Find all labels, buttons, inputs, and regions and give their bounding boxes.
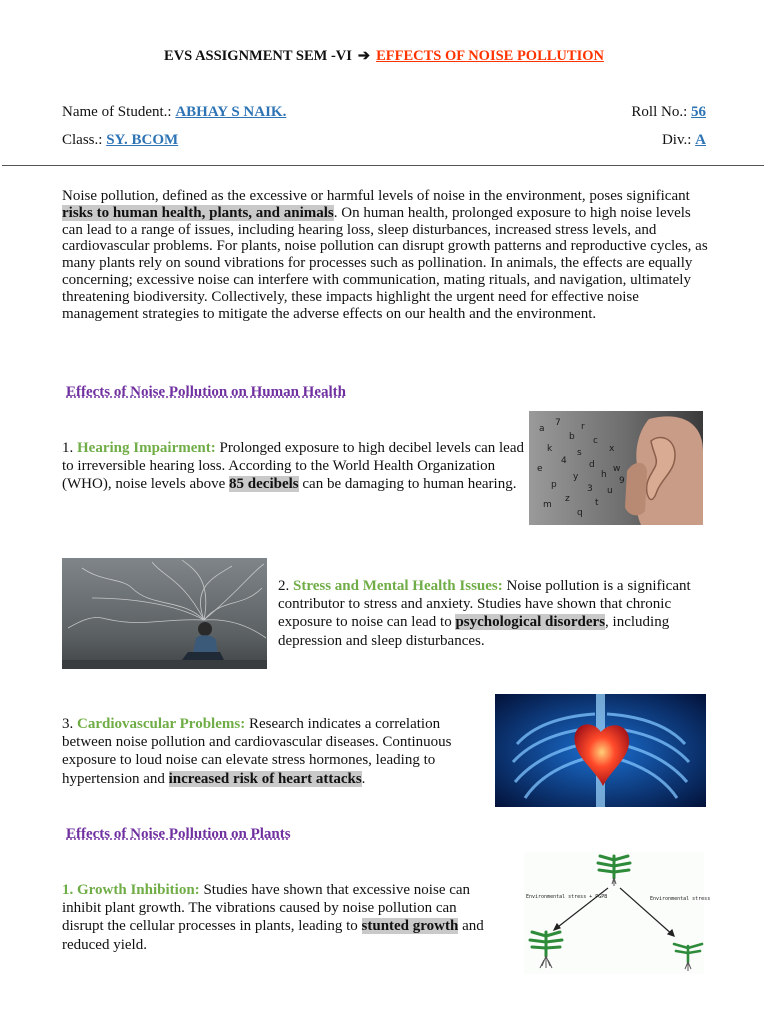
svg-text:r: r <box>581 422 585 432</box>
diagram-left-label: Environmental stress + PGPB <box>526 894 608 900</box>
svg-text:a: a <box>539 424 545 434</box>
svg-text:d: d <box>589 460 595 470</box>
class-value[interactable]: SY. BCOM <box>106 132 179 148</box>
item-highlight: increased risk of heart attacks <box>168 770 362 787</box>
svg-text:y: y <box>573 472 579 482</box>
item-highlight: stunted growth <box>361 918 459 935</box>
item-text-2: can be damaging to human hearing. <box>298 476 517 493</box>
item-number: 1. <box>62 440 77 456</box>
svg-text:q: q <box>577 508 583 518</box>
svg-text:p: p <box>551 480 557 490</box>
item-text-1: Noise pollution is a significant contributor to stress and anxiety. Studies have shown that chronic exposure to noise can lead to <box>278 578 691 631</box>
svg-text:x: x <box>609 444 615 454</box>
svg-text:3: 3 <box>587 484 593 494</box>
growth-inhibition-item <box>62 881 502 954</box>
svg-text:m: m <box>543 500 552 510</box>
item-title: Cardiovascular Problems: <box>77 716 246 732</box>
diagram-right-label: Environmental stress <box>650 896 711 902</box>
item-highlight: psychological disorders <box>455 614 606 631</box>
heading-human-health: Effects of Noise Pollution on Human Health <box>66 384 346 400</box>
hearing-impairment-item <box>62 439 524 494</box>
title-prefix: EVS ASSIGNMENT SEM -VI <box>164 48 352 64</box>
item-text-1: Research indicates a correlation between noise pollution and cardiovascular diseases. Continuous exposure to loud noise can elevate stress hormones, leading to hypertension and <box>62 716 452 787</box>
item-title: 1. Growth Inhibition: <box>62 882 200 898</box>
class-label: Class.: <box>62 132 103 148</box>
plant-stress-diagram <box>524 852 711 974</box>
item-text-2: , including depression and sleep disturbances. <box>278 614 670 649</box>
class-row <box>62 132 178 149</box>
roll-value[interactable]: 56 <box>691 104 706 120</box>
svg-text:u: u <box>607 486 613 496</box>
roll-label: Roll No.: <box>631 104 688 120</box>
header-divider <box>2 165 764 166</box>
item-number: 2. <box>278 578 293 594</box>
item-text-1: Studies have shown that excessive noise can inhibit plant growth. The vibrations caused by noise pollution can disrupt the cellular processes in plants, leading to <box>62 882 471 935</box>
item-title: Stress and Mental Health Issues: <box>293 578 503 594</box>
item-text-1: Prolonged exposure to high decibel levels can lead to irreversible hearing loss. According to the World Health Organization (WHO), noise levels above <box>62 440 524 493</box>
svg-text:t: t <box>595 498 599 508</box>
item-text-2: . <box>361 770 366 787</box>
intro-text-1: Noise pollution, defined as the excessive or harmful levels of noise in the environment, poses significant <box>62 188 690 204</box>
student-name-row <box>62 104 286 121</box>
svg-text:z: z <box>565 494 570 504</box>
svg-text:b: b <box>569 432 575 442</box>
item-title: Hearing Impairment: <box>77 440 216 456</box>
svg-text:h: h <box>601 470 607 480</box>
svg-text:e: e <box>537 464 543 474</box>
div-row <box>662 132 706 149</box>
ear-listening-image <box>529 411 703 525</box>
stress-mental-health-item <box>278 577 708 650</box>
svg-text:4: 4 <box>561 456 567 466</box>
roll-row <box>631 104 706 121</box>
svg-text:k: k <box>547 444 553 454</box>
svg-text:7: 7 <box>555 418 561 428</box>
name-label: Name of Student.: <box>62 104 172 120</box>
title-topic: EFFECTS OF NOISE POLLUTION <box>376 48 604 64</box>
svg-text:w: w <box>613 464 621 474</box>
intro-paragraph <box>62 188 710 322</box>
stressed-person-image <box>62 558 267 669</box>
item-number: 3. <box>62 716 77 732</box>
div-value[interactable]: A <box>695 132 706 148</box>
heart-xray-image <box>495 694 706 807</box>
svg-text:s: s <box>577 448 582 458</box>
svg-text:9: 9 <box>619 476 625 486</box>
item-text-2: and reduced yield. <box>62 918 484 953</box>
cardiovascular-item <box>62 715 482 788</box>
intro-text-2: . On human health, prolonged exposure to high noise levels can lead to a range of issues, including hearing loss, sleep disturbances, increased stress levels, and cardiovascular problems. For plants, noise pollution can disrupt growth patterns and reproductive cycles, as many plants rely on sound vibrations for processes such as pollination. In animals, the effects are equally concerning; excessive noise can interfere with communication, mating rituals, and navigation, ultimately threatening biodiversity. Collectively, these impacts highlight the urgent need for effective noise management strategies to mitigate the adverse effects on our health and the environment. <box>62 204 708 322</box>
intro-highlight: risks to human health, plants, and animals <box>62 204 334 221</box>
document-title <box>0 48 768 65</box>
div-label: Div.: <box>661 132 692 148</box>
name-value[interactable]: ABHAY S NAIK. <box>175 104 287 120</box>
heading-plants: Effects of Noise Pollution on Plants <box>66 826 291 842</box>
svg-text:c: c <box>593 436 598 446</box>
item-highlight: 85 decibels <box>229 476 299 493</box>
arrow-right-icon: ➔ <box>357 48 371 64</box>
